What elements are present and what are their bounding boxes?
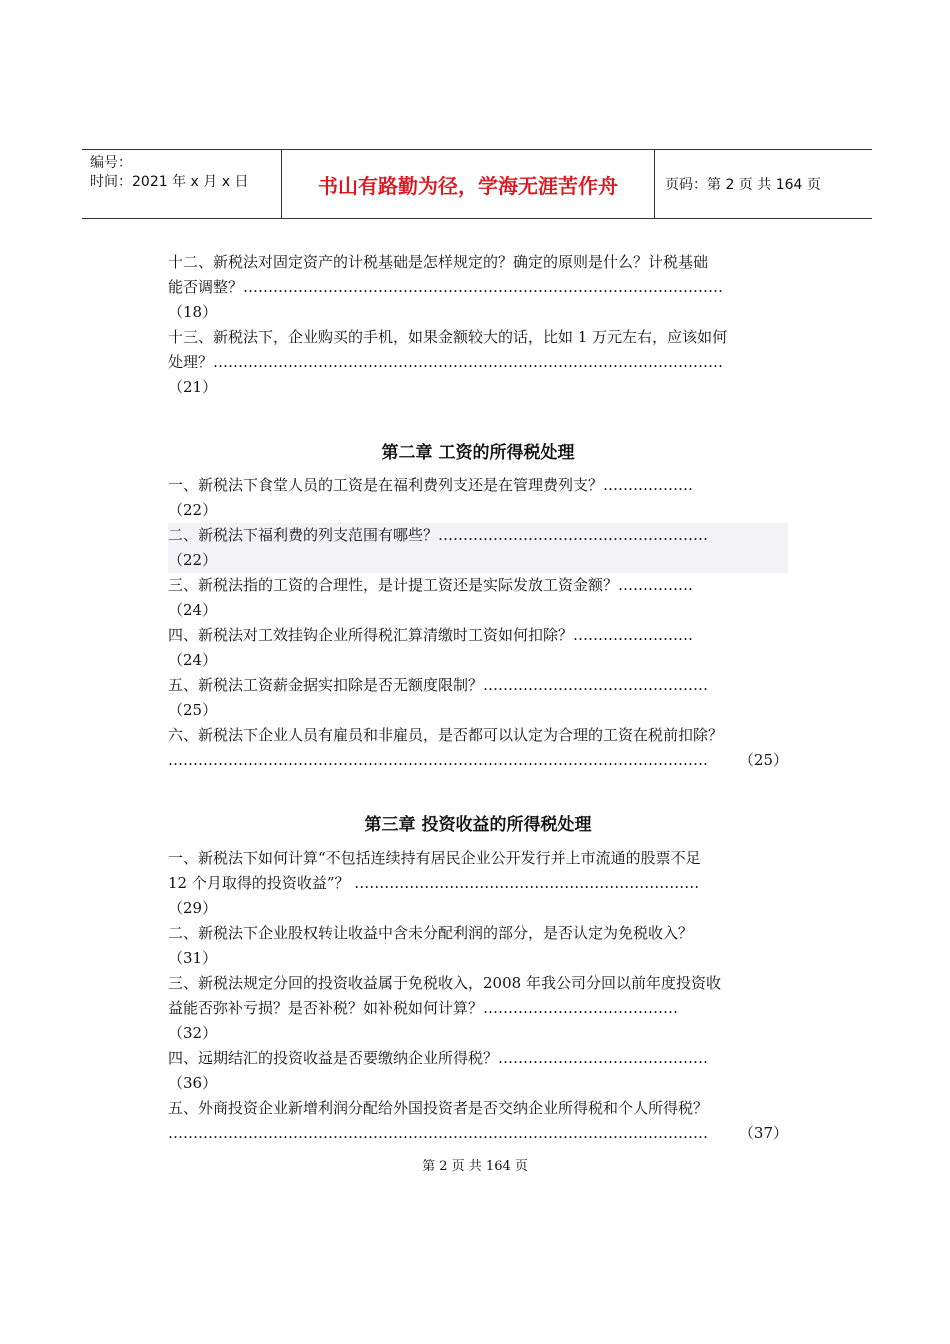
ch3-item-2: 二、新税法下企业股权转让收益中含未分配利润的部分，是否认定为免税收入？	[168, 924, 694, 942]
toc-item-13-page: （21）	[168, 378, 218, 396]
ch2-item-5-page: （25）	[168, 701, 218, 719]
toc-item-12-page: （18）	[168, 303, 218, 321]
ch2-item-3: 三、新税法指的工资的合理性，是计提工资还是实际发放工资金额？……………	[168, 576, 694, 594]
ch2-item-6-page: （25）	[738, 751, 788, 769]
ch3-item-3-page: （32）	[168, 1024, 218, 1042]
ch3-item-5-page: （37）	[738, 1124, 788, 1142]
header-motto: 书山有路勤为径，学海无涯苦作舟	[282, 150, 655, 218]
ch3-item-5: 五、外商投资企业新增利润分配给外国投资者是否交纳企业所得税和个人所得税？	[168, 1099, 709, 1117]
ch3-item-1-line1: 一、新税法下如何计算“不包括连续持有居民企业公开发行并上市流通的股票不足	[168, 849, 701, 867]
ch2-item-2-page: （22）	[168, 551, 218, 569]
toc-chapter-2	[168, 473, 788, 773]
ch3-item-3-line2: 益能否弥补亏损？是否补税？如补税如何计算？…………………………………	[168, 999, 679, 1017]
ch2-item-6-row2	[168, 748, 788, 773]
ch3-item-5-dots: ………………………………………………………………………………………………	[168, 1124, 708, 1142]
ch3-item-5-row2	[168, 1121, 788, 1146]
time-label: 时间：2021 年 x 月 x 日	[90, 174, 249, 190]
ch3-item-2-page: （31）	[168, 949, 218, 967]
ch2-item-1: 一、新税法下食堂人员的工资是在福利费列支还是在管理费列支？………………	[168, 476, 694, 494]
ch2-item-3-page: （24）	[168, 601, 218, 619]
ch3-item-4-page: （36）	[168, 1074, 218, 1092]
chapter-3-title: 第三章 投资收益的所得税处理	[364, 815, 592, 835]
ch3-item-4: 四、远期结汇的投资收益是否要缴纳企业所得税？……………………………………	[168, 1049, 709, 1067]
toc-item-13-line2: 处理？…………………………………………………………………………………………	[168, 353, 724, 371]
number-label: 编号：	[90, 155, 132, 171]
ch2-item-5: 五、新税法工资薪金据实扣除是否无额度限制？………………………………………	[168, 676, 709, 694]
header-page-info: 页码：第 2 页 共 164 页	[665, 177, 821, 193]
ch2-item-1-page: （22）	[168, 501, 218, 519]
toc-item-12-line2: 能否调整？……………………………………………………………………………………	[168, 278, 724, 296]
chapter-2-title: 第二章 工资的所得税处理	[381, 443, 575, 463]
ch2-item-4-page: （24）	[168, 651, 218, 669]
toc-chapter-3	[168, 846, 788, 1146]
ch2-item-6: 六、新税法下企业人员有雇员和非雇员，是否都可以认定为合理的工资在税前扣除？	[168, 726, 724, 744]
ch2-item-2: 二、新税法下福利费的列支范围有哪些？………………………………………………	[168, 526, 709, 544]
document-header	[82, 149, 872, 219]
ch3-item-3-line1: 三、新税法规定分回的投资收益属于免税收入，2008 年我公司分回以前年度投资收	[168, 974, 721, 992]
ch2-item-6-dots: ………………………………………………………………………………………………	[168, 751, 708, 769]
page-footer: 第 2 页 共 164 页	[422, 1159, 528, 1174]
header-meta	[82, 150, 282, 218]
toc-item-12-line1: 十二、新税法对固定资产的计税基础是怎样规定的？确定的原则是什么？计税基础	[168, 253, 709, 271]
toc-section-1	[168, 250, 788, 400]
ch2-item-2-block	[168, 523, 788, 573]
ch3-item-1-line2: 12 个月取得的投资收益”？ ……………………………………………………………	[168, 874, 700, 892]
ch3-item-1-page: （29）	[168, 899, 218, 917]
toc-item-13-line1: 十三、新税法下，企业购买的手机，如果金额较大的话，比如 1 万元左右，应该如何	[168, 328, 728, 346]
ch2-item-4: 四、新税法对工效挂钩企业所得税汇算清缴时工资如何扣除？……………………	[168, 626, 694, 644]
